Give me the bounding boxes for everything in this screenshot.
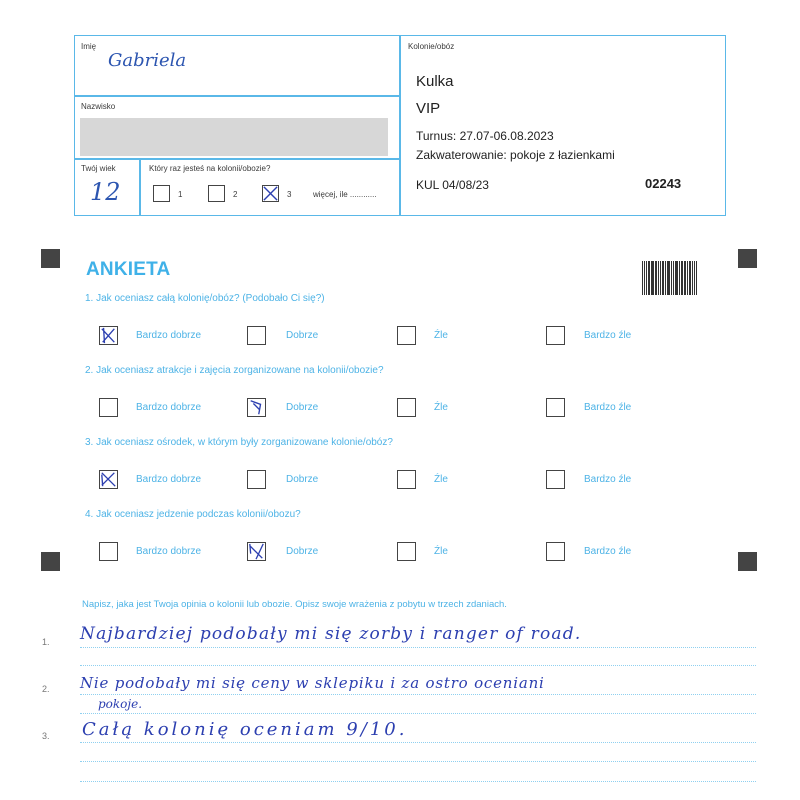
times-option-1-label: 1 xyxy=(178,190,183,199)
opinion-extra-rule xyxy=(80,781,756,782)
question-4-checkbox-3[interactable] xyxy=(397,542,416,561)
opinion-line-2-text[interactable]: Nie podobały mi się ceny w sklepiku i za ostro oceniani xyxy=(80,674,545,692)
barcode-bar xyxy=(673,261,674,295)
cross-mark-icon xyxy=(248,399,265,416)
question-2-text: 2. Jak oceniasz atrakcje i zajęcia zorganizowane na kolonii/obozie? xyxy=(85,365,384,376)
question-1-text: 1. Jak oceniasz całą kolonię/obóz? (Podobało Ci się?) xyxy=(85,293,325,304)
barcode-bar xyxy=(696,261,697,295)
question-4-option-2-label: Dobrze xyxy=(286,546,319,557)
question-3-checkbox-4[interactable] xyxy=(546,470,565,489)
age-value[interactable]: 12 xyxy=(90,178,121,206)
question-3-checkbox-3[interactable] xyxy=(397,470,416,489)
question-1-checkbox-3[interactable] xyxy=(397,326,416,345)
opinion-line-1-number: 1. xyxy=(42,637,50,647)
opinion-line-3-rule-b xyxy=(80,761,756,762)
barcode-bar xyxy=(671,261,672,295)
barcode-bar xyxy=(689,261,691,295)
registration-marker-bottom-left xyxy=(41,552,60,571)
cross-mark-icon xyxy=(100,471,117,488)
question-3-text: 3. Jak oceniasz ośrodek, w którym były zorganizowane kolonie/obóz? xyxy=(85,437,393,448)
question-3-option-4-label: Bardzo źle xyxy=(584,474,632,485)
question-4-text: 4. Jak oceniasz jedzenie podczas kolonii/obozu? xyxy=(85,509,301,520)
question-4-option-1-label: Bardzo dobrze xyxy=(136,546,202,557)
registration-marker-top-left xyxy=(41,249,60,268)
question-2-option-4-label: Bardzo źle xyxy=(584,402,632,413)
opinion-line-2-rule-a xyxy=(80,694,756,695)
barcode-bar xyxy=(679,261,680,295)
times-more-label: więcej, ile ............ xyxy=(313,190,377,199)
barcode-bar xyxy=(694,261,695,295)
camp-number: 02243 xyxy=(645,176,682,191)
times-option-3-label: 3 xyxy=(287,190,292,199)
question-1-option-1-label: Bardzo dobrze xyxy=(136,330,202,341)
barcode-bar xyxy=(684,261,685,295)
opinion-line-1-rule-b xyxy=(80,665,756,666)
last-name-redaction xyxy=(80,118,388,156)
question-1-checkbox-4[interactable] xyxy=(546,326,565,345)
opinion-line-2-number: 2. xyxy=(42,684,50,694)
question-2-option-1-label: Bardzo dobrze xyxy=(136,402,202,413)
opinion-line-3-rule-a xyxy=(80,742,756,743)
question-4-checkbox-2[interactable] xyxy=(247,542,266,561)
barcode-bar xyxy=(665,261,666,295)
camp-name: Kulka xyxy=(416,73,454,90)
last-name-label: Nazwisko xyxy=(81,102,116,111)
opinion-line-1-rule-a xyxy=(80,647,756,648)
survey-title: ANKIETA xyxy=(86,259,171,280)
barcode-bar xyxy=(676,261,678,295)
barcode-bar xyxy=(675,261,676,295)
camp-label: Kolonie/obóz xyxy=(408,42,455,51)
opinion-line-2-rule-b xyxy=(80,713,756,714)
question-1-option-3-label: Źle xyxy=(434,330,448,341)
question-4-checkbox-4[interactable] xyxy=(546,542,565,561)
question-4-option-3-label: Źle xyxy=(434,546,448,557)
barcode-bar xyxy=(668,261,669,295)
opinion-line-3-number: 3. xyxy=(42,731,50,741)
cross-mark-icon xyxy=(248,543,265,560)
camp-turnus: Turnus: 27.07-06.08.2023 xyxy=(416,129,554,143)
question-3-option-3-label: Źle xyxy=(434,474,448,485)
barcode-bar xyxy=(656,261,657,295)
opinion-line-1-text[interactable]: Najbardziej podobały mi się zorby i ranger of road. xyxy=(80,624,582,644)
question-2-checkbox-2[interactable] xyxy=(247,398,266,417)
opinion-line-3-text[interactable]: Całą kolonię oceniam 9/10. xyxy=(82,719,408,740)
barcode-bar xyxy=(667,261,668,295)
first-name-value[interactable]: Gabriela xyxy=(108,50,187,71)
times-checkbox-3[interactable] xyxy=(262,185,279,202)
question-2-option-2-label: Dobrze xyxy=(286,402,319,413)
barcode-bar xyxy=(651,261,652,295)
times-option-2-label: 2 xyxy=(233,190,238,199)
question-3-checkbox-2[interactable] xyxy=(247,470,266,489)
header-divider-vertical xyxy=(399,35,401,216)
camp-code: KUL 04/08/23 xyxy=(416,178,489,192)
opinion-prompt: Napisz, jaka jest Twoja opinia o kolonii lub obozie. Opisz swoje wrażenia z pobytu w trzech zdaniach. xyxy=(82,599,507,610)
question-3-checkbox-1[interactable] xyxy=(99,470,118,489)
barcode-bar xyxy=(662,261,664,295)
barcode-icon xyxy=(642,261,698,295)
first-name-label: Imię xyxy=(81,42,97,51)
barcode-bar xyxy=(646,261,647,295)
barcode-bar xyxy=(692,261,693,295)
barcode-bar xyxy=(685,261,686,295)
registration-marker-top-right xyxy=(738,249,757,268)
header-divider-name xyxy=(74,95,400,97)
barcode-bar xyxy=(642,261,643,295)
barcode-bar xyxy=(658,261,659,295)
barcode-bar xyxy=(644,261,645,295)
question-2-option-3-label: Źle xyxy=(434,402,448,413)
header-divider-age xyxy=(74,158,400,160)
barcode-bar xyxy=(655,261,656,295)
times-checkbox-1[interactable] xyxy=(153,185,170,202)
question-3-option-1-label: Bardzo dobrze xyxy=(136,474,202,485)
opinion-line-2-continuation[interactable]: pokoje. xyxy=(98,697,143,711)
age-label: Twój wiek xyxy=(81,164,116,173)
barcode-bar xyxy=(652,261,653,295)
barcode-bar xyxy=(687,261,688,295)
barcode-bar xyxy=(648,261,650,295)
question-4-option-4-label: Bardzo źle xyxy=(584,546,632,557)
question-2-checkbox-4[interactable] xyxy=(546,398,565,417)
question-2-checkbox-1[interactable] xyxy=(99,398,118,417)
camp-accommodation: Zakwaterowanie: pokoje z łazienkami xyxy=(416,148,615,162)
question-2-checkbox-3[interactable] xyxy=(397,398,416,417)
header-divider-age-col xyxy=(139,158,141,216)
camp-tier: VIP xyxy=(416,100,441,117)
cross-mark-icon xyxy=(100,327,117,344)
times-checkbox-2[interactable] xyxy=(208,185,225,202)
question-1-checkbox-2[interactable] xyxy=(247,326,266,345)
cross-mark-icon xyxy=(263,186,278,201)
times-label: Który raz jesteś na kolonii/obozie? xyxy=(149,164,271,173)
question-4-checkbox-1[interactable] xyxy=(99,542,118,561)
question-1-option-4-label: Bardzo źle xyxy=(584,330,632,341)
registration-marker-bottom-right xyxy=(738,552,757,571)
barcode-bar xyxy=(660,261,661,295)
question-1-option-2-label: Dobrze xyxy=(286,330,319,341)
question-3-option-2-label: Dobrze xyxy=(286,474,319,485)
barcode-bar xyxy=(681,261,682,295)
question-1-checkbox-1[interactable] xyxy=(99,326,118,345)
